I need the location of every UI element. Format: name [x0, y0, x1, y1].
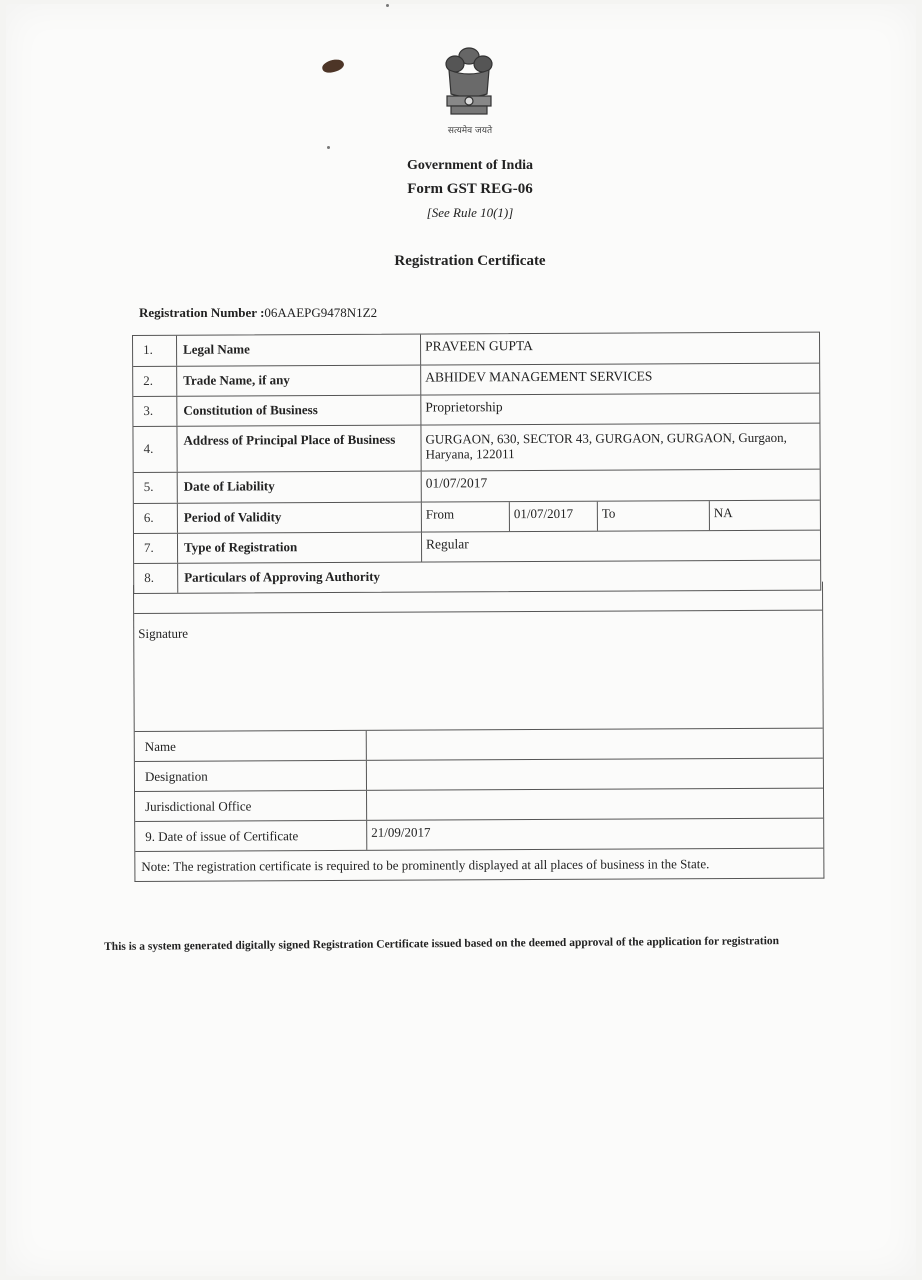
row-number: 7.: [134, 534, 178, 563]
row-value: Proprietorship: [425, 399, 503, 415]
row-value: Regular: [425, 536, 469, 552]
table-row: [135, 789, 823, 822]
details-table: [132, 332, 821, 594]
row-value: GURGAON, 630, SECTOR 43, GURGAON, GURGAON, Gurgaon, Haryana, 122011: [425, 429, 787, 462]
blank-row: [134, 582, 822, 614]
table-row: [133, 364, 819, 397]
row-label: Legal Name: [177, 335, 421, 366]
name-value: [367, 729, 823, 760]
validity-to-date: NA: [713, 505, 733, 521]
row-number: 5.: [134, 473, 178, 503]
row-number: 3.: [133, 397, 177, 426]
row-value: ABHIDEV MANAGEMENT SERVICES: [425, 368, 653, 385]
name-label: Name: [135, 731, 367, 761]
row-number: 1.: [133, 336, 177, 366]
table-row: [135, 729, 823, 762]
table-row: [133, 333, 819, 367]
designation-label: Designation: [135, 761, 367, 791]
row-label: Address of Principal Place of Business: [177, 426, 421, 472]
row-value: 01/07/2017: [425, 475, 488, 491]
form-heading: Form GST REG-06: [407, 181, 533, 197]
rule-reference: [See Rule 10(1)]: [426, 205, 514, 220]
row-label: Period of Validity: [178, 503, 422, 533]
signature-label: Signature: [138, 625, 189, 641]
validity-from-label: From: [422, 502, 510, 531]
row-number: 6.: [134, 504, 178, 533]
table-row: [134, 531, 820, 564]
row-label: Date of Liability: [178, 472, 422, 503]
issue-date-label: 9. Date of issue of Certificate: [135, 821, 367, 851]
office-label: Jurisdictional Office: [135, 791, 367, 821]
row-number: 2.: [133, 367, 177, 396]
table-row: [134, 470, 820, 504]
row-value: PRAVEEN GUPTA: [425, 338, 533, 354]
validity-cells: [422, 501, 820, 532]
government-heading: Government of India: [407, 158, 533, 173]
row-label: Trade Name, if any: [177, 366, 421, 396]
validity-to-label: To: [598, 501, 710, 531]
table-row: [135, 819, 823, 852]
validity-from-date: 01/07/2017: [510, 502, 598, 531]
display-note: Note: The registration certificate is required to be prominently displayed at all places of business in the State.: [141, 856, 710, 874]
table-row: [134, 501, 820, 534]
row-label: Constitution of Business: [177, 396, 421, 426]
registration-number-value: 06AAEPG9478N1Z2: [264, 305, 378, 320]
approving-authority-table: [133, 582, 824, 882]
signature-area: [134, 611, 823, 732]
registration-number-line: [139, 305, 377, 321]
system-generated-footer: This is a system generated digitally signed Registration Certificate issued based on the deemed approval of the application for registration: [104, 935, 780, 953]
row-label: Particulars of Approving Authority: [184, 568, 381, 585]
table-row: [133, 424, 819, 473]
issue-date-value: 21/09/2017: [371, 824, 431, 840]
registration-number-label: Registration Number :: [139, 305, 265, 320]
row-number: 8.: [134, 564, 178, 593]
office-value: [367, 789, 823, 820]
speck: [327, 146, 330, 149]
table-row: [133, 394, 819, 427]
row-number: 4.: [133, 427, 177, 472]
emblem-motto: सत्यमेव जयते: [447, 126, 493, 136]
designation-value: [367, 759, 823, 790]
row-label: Type of Registration: [178, 533, 422, 563]
speck: [386, 4, 389, 7]
certificate-title: Registration Certificate: [394, 253, 546, 269]
table-row: [135, 759, 823, 792]
